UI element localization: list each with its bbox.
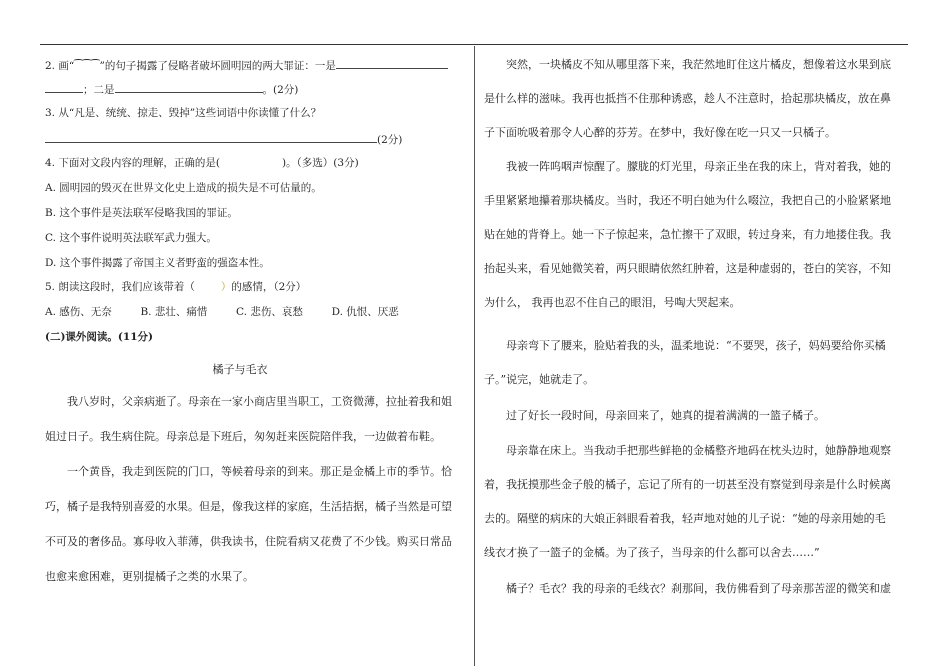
passage-line: 子。”说完，她就走了。 — [484, 373, 595, 386]
question-2-line1: 2. 画“⁀⁀⁀”的句子揭露了侵略者破坏圆明园的两大罪证：一是 — [45, 57, 448, 73]
question-5: 5. 朗读这段时，我们应该带着（ ）的感情，（2分） — [45, 281, 307, 293]
answer-blank[interactable] — [45, 81, 83, 93]
question-4-option-b: B. 这个事件是英法联军侵略我国的罪证。 — [45, 207, 238, 219]
question-4-option-d: D. 这个事件揭露了帝国主义者野蛮的强盗本性。 — [45, 257, 270, 269]
answer-blank[interactable] — [336, 57, 448, 69]
answer-blank[interactable] — [115, 81, 263, 93]
passage-line: 一个黄昏，我走到医院的门口，等候着母亲的到来。那正是金橘上市的季节。恰 — [67, 465, 452, 478]
passage-line: 不可及的奢侈品。寡母收入菲薄，供我读书，住院看病又花费了不少钱。购买日常品 — [45, 535, 452, 548]
passage-line: 姐过日子。我生病住院。母亲总是下班后，匆匆赶来医院陪伴我，一边做着布鞋。 — [45, 430, 441, 443]
passage-line: 巧，橘子是我特别喜爱的水果。但是，像我这样的家庭，生活拮据，橘子当然是可望 — [45, 500, 452, 513]
answer-blank[interactable] — [45, 131, 377, 143]
question-5-option-b: B. 悲壮、痛惜 — [140, 306, 208, 318]
passage-title: 橘子与毛衣 — [212, 363, 268, 376]
question-5-options — [45, 304, 399, 319]
question-4: 4. 下面对文段内容的理解，正确的是( )。（多选）(3分) — [45, 157, 359, 169]
passage-line: 线衣才换了一篮子的金橘。为了孩子，当母亲的什么都可以舍去……” — [484, 546, 820, 559]
passage-line: 去的。隔壁的病床的大娘正斜眼看着我，轻声地对她的儿子说：“她的母亲用她的毛 — [484, 512, 886, 525]
passage-line: 过了好长一段时间，母亲回来了，她真的提着满满的一篮子橘子。 — [506, 409, 825, 422]
passage-line: 我被一阵呜咽声惊醒了。朦胧的灯光里，母亲正坐在我的床上，背对着我，她的 — [506, 160, 891, 173]
question-4-option-a: A. 圆明园的毁灭在世界文化史上造成的损失是不可估量的。 — [45, 182, 322, 194]
passage-line: 橘子？毛衣？我的母亲的毛线衣？刹那间，我仿佛看到了母亲那苦涩的微笑和虚 — [506, 582, 891, 595]
question-5-option-c: C. 悲伤、哀愁 — [236, 306, 303, 318]
passage-line: 为什么， 我再也忍不住自己的眼泪，号啕大哭起来。 — [484, 296, 741, 309]
passage-line: 母亲靠在床上。当我动手把那些鲜艳的金橘整齐地码在枕头边时，她静静地观察 — [506, 444, 891, 457]
question-5-option-a: A. 感伤、无奈 — [45, 306, 112, 318]
passage-line: 也愈来愈困难，更别提橘子之类的水果了。 — [45, 570, 254, 583]
passage-line: 贴在她的背脊上。她一下子惊起来，急忙擦干了双眼，转过身来，有力地搂住我。我 — [484, 228, 891, 241]
passage-line: 母亲弯下了腰来，脸贴着我的头，温柔地说：“不要哭，孩子，妈妈要给你买橘 — [506, 339, 886, 352]
question-5-option-d: D. 仇恨、厌恶 — [331, 306, 399, 318]
passage-line: 我八岁时，父亲病逝了。母亲在一家小商店里当职工，工资微薄，拉扯着我和姐 — [67, 395, 452, 408]
passage-line: 抬起头来，看见她微笑着，两只眼睛依然红肿着，这是种虚弱的，苍白的笑容，不知 — [484, 262, 891, 275]
question-3: 3. 从“凡是、统统、掠走、毁掉”这些词语中你读懂了什么？ — [45, 107, 322, 119]
passage-line: 突然，一块橘皮不知从哪里落下来，我茫然地盯住这片橘皮，想像着这水果到底 — [506, 58, 891, 71]
top-rule — [40, 44, 908, 45]
passage-line: 子下面吮吸着那令人心醉的芬芳。在梦中，我好像在吃一只又一只橘子。 — [484, 126, 836, 139]
passage-line: 手里紧紧地攥着那块橘皮。当时，我还不明白她为什么啜泣，我把自己的小脸紧紧地 — [484, 194, 891, 207]
question-4-option-c: C. 这个事件说明英法联军武力强大。 — [45, 232, 217, 244]
passage-line: 着，我抚摸那些金子般的橘子，忘记了所有的一切甚至没有察觉到母亲是什么时候离 — [484, 478, 891, 491]
passage-line: 是什么样的滋味。我再也抵挡不住那种诱惑，趁人不注意时，拾起那块橘皮，放在鼻 — [484, 92, 891, 105]
section-heading: (二)课外阅读。(11分) — [45, 331, 153, 343]
column-divider — [474, 46, 475, 666]
question-2-line2: ；二是 。(2分) — [45, 81, 298, 97]
question-3-answer-line: (2分) — [45, 131, 402, 147]
